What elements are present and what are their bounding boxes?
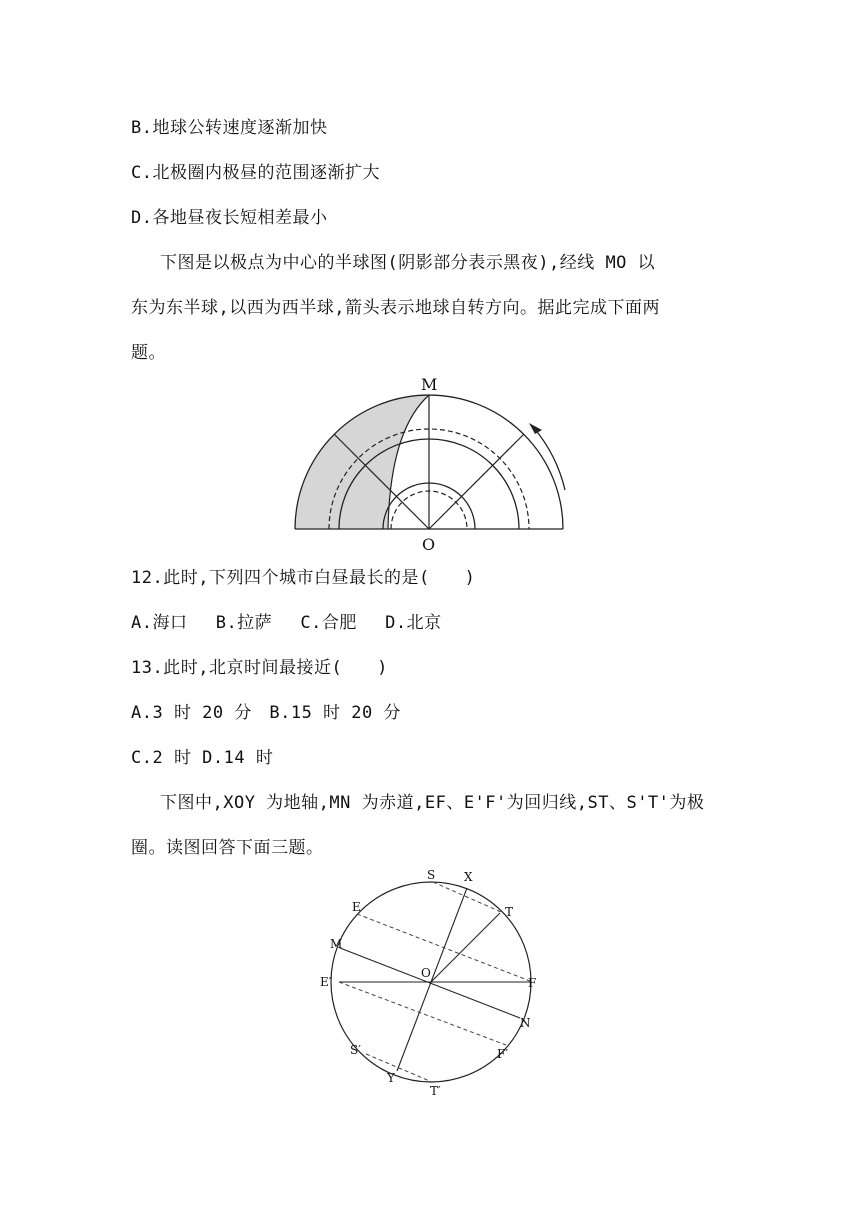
label-y: Y [387,1071,395,1085]
polar-s2t2 [366,1054,432,1082]
q12-stem: 12.此时,下列四个城市白昼最长的是( ) [131,568,476,588]
equator-mn [340,948,520,1018]
label-s-prime: S′ [350,1043,361,1057]
axis-xy [397,888,467,1071]
intro2-line1: 下图中,XOY 为地轴,MN 为赤道,EF、E'F'为回归线,ST、S'T'为极 [160,793,705,813]
intro1-line1: 下图是以极点为中心的半球图(阴影部分表示黑夜),经线 MO 以 [160,253,656,273]
label-o: O [422,535,436,554]
earth-axis-figure [310,868,560,1098]
option-b-prev: B.地球公转速度逐渐加快 [131,118,328,138]
label-f: F [528,976,537,990]
polar-st [433,882,501,912]
q13-options-ab: A.3 时 20 分 B.15 时 20 分 [131,703,401,723]
polar-hemisphere-figure [280,370,580,555]
intro1-line3: 题。 [131,343,166,363]
intro2-line2: 圈。读图回答下面三题。 [131,838,324,858]
meridian-east [429,434,524,529]
q12-options: A.海口 B.拉萨 C.合肥 D.北京 [131,613,442,633]
option-c-prev: C.北极圈内极昼的范围逐渐扩大 [131,163,380,183]
label-s: S [427,868,436,882]
option-d-prev: D.各地昼夜长短相差最小 [131,208,328,228]
tropic-e2f2 [339,982,506,1045]
rotation-arrow [534,428,565,490]
label-t: T [505,905,514,919]
q13-stem: 13.此时,北京时间最接近( ) [131,658,388,678]
label-x: X [464,870,473,884]
label-m: M [421,375,438,394]
arrow-head-icon [529,423,542,434]
label-t-prime: T′ [430,1084,441,1098]
label-e: E [352,900,361,914]
line-o-t [431,913,500,982]
label-m: M [330,937,343,951]
label-e-prime: E′ [320,975,332,989]
label-f-prime: F′ [497,1047,509,1061]
label-o: O [421,966,431,980]
tropic-ef [357,914,530,981]
q13-options-cd: C.2 时 D.14 时 [131,748,274,768]
intro1-line2: 东为东半球,以西为西半球,箭头表示地球自转方向。据此完成下面两 [131,298,660,318]
label-n: N [520,1016,531,1030]
